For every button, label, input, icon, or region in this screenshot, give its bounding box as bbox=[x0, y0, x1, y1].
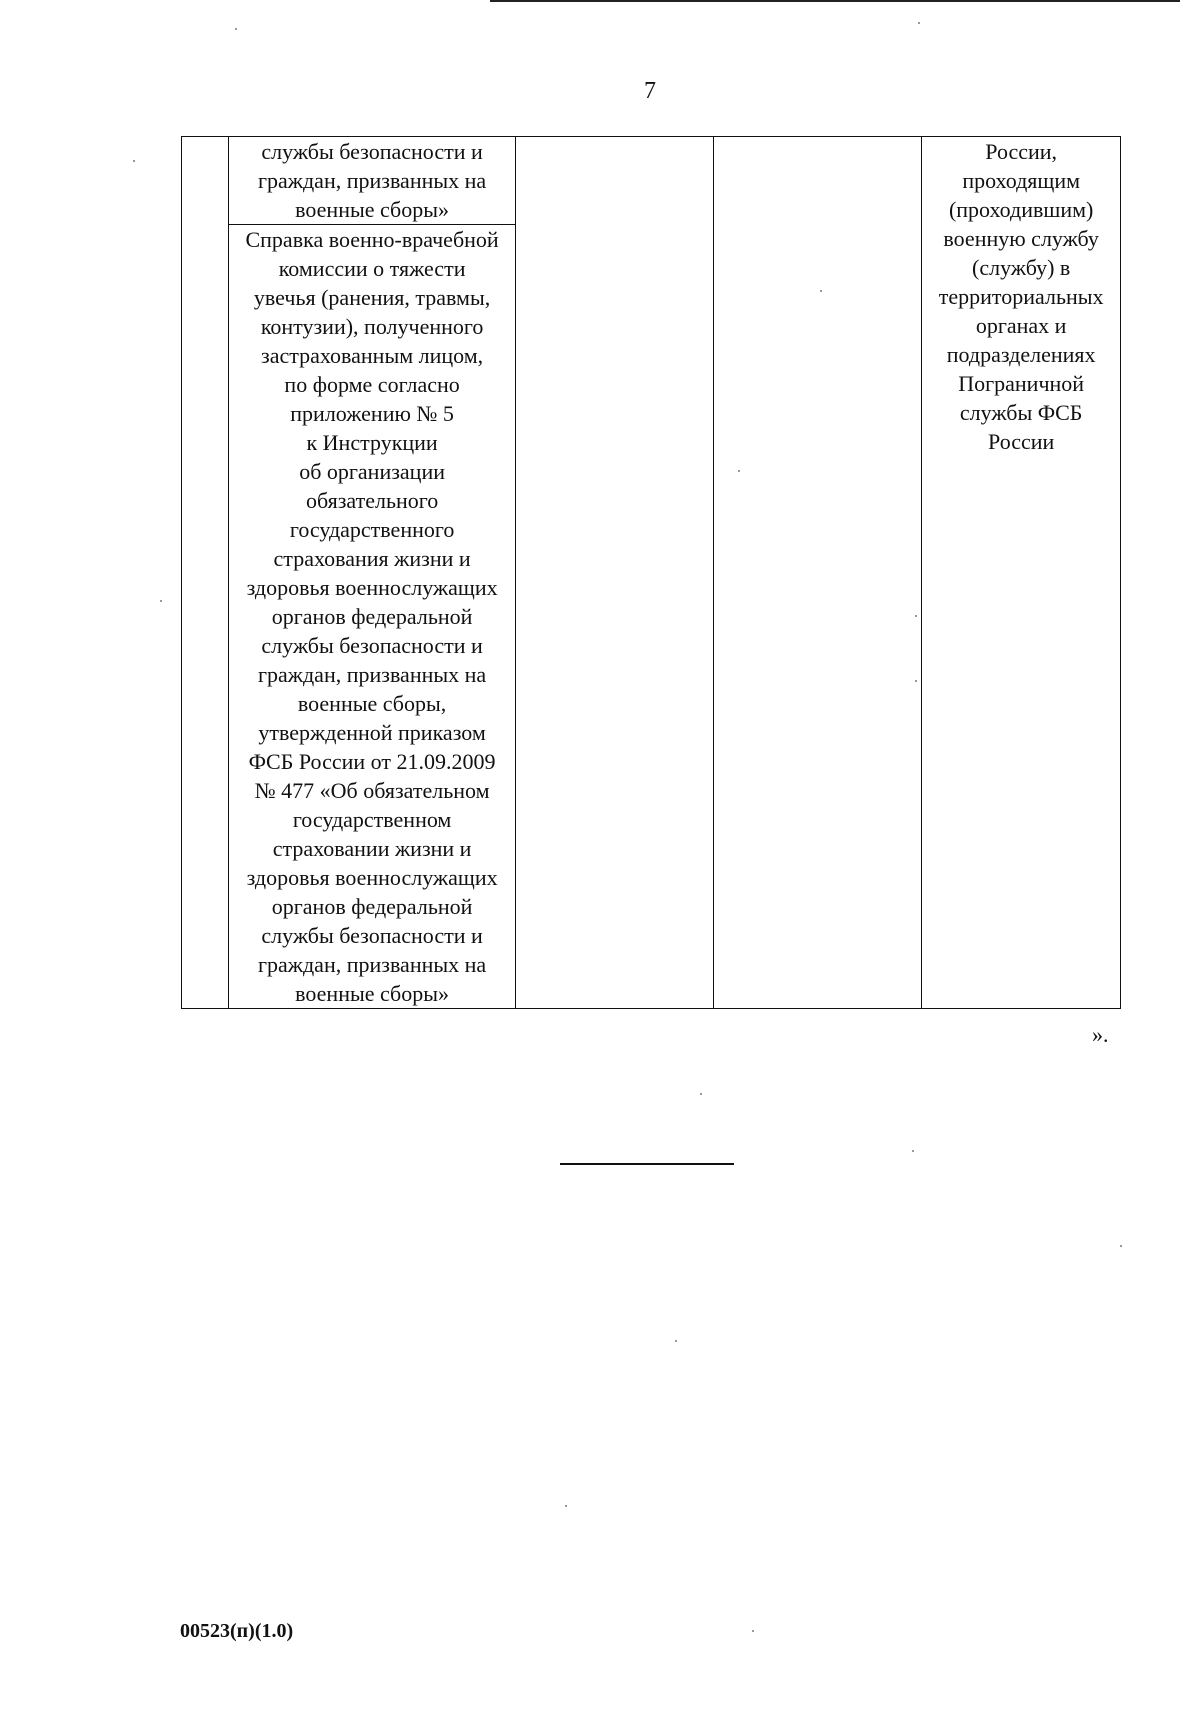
empty-cell bbox=[516, 137, 714, 1009]
document-cell bbox=[229, 225, 516, 1009]
separator-line bbox=[560, 1163, 734, 1165]
scan-speck bbox=[675, 1340, 677, 1342]
top-scan-line bbox=[490, 0, 1180, 2]
number-cell bbox=[182, 137, 229, 1009]
document-text-certificate: Справка военно-врачебной комиссии о тяжести увечья (ранения, травмы, контузии), полученного застрахованным лицом, по форме согласно приложению № 5 к Инструкции об организации обязательного государственного страхования жизни и здоровья военнослужащих органов федеральной службы безопасности и граждан, призванных на военные сборы, утвержденной приказом ФСБ России от 21.09.2009 № 477 «Об обязательном государственном страховании жизни и здоровья военнослужащих органов федеральной службы безопасности и граждан, призванных на военные сборы» bbox=[245, 227, 499, 1006]
documents-table bbox=[181, 136, 1121, 1009]
scan-speck bbox=[915, 615, 917, 617]
document-code: 00523(п)(1.0) bbox=[180, 1620, 294, 1642]
scan-speck bbox=[1120, 1245, 1122, 1247]
recipient-cell bbox=[922, 137, 1121, 1009]
scan-speck bbox=[160, 600, 162, 602]
scan-speck bbox=[820, 290, 822, 292]
scan-speck bbox=[738, 470, 740, 472]
table-row bbox=[182, 137, 1121, 225]
scan-speck bbox=[235, 28, 237, 30]
scan-speck bbox=[915, 680, 917, 682]
scan-speck bbox=[700, 1093, 702, 1095]
empty-cell bbox=[713, 137, 922, 1009]
scan-speck bbox=[752, 1630, 754, 1632]
closing-quote: ». bbox=[1092, 1022, 1109, 1047]
scan-speck bbox=[565, 1505, 567, 1507]
recipient-text: России, проходящим (проходившим) военную службу (службу) в территориальных органах и подразделениях Пограничной службы ФСБ России bbox=[938, 139, 1104, 454]
scan-speck bbox=[918, 22, 920, 24]
scan-speck bbox=[912, 1150, 914, 1152]
scan-speck bbox=[133, 160, 135, 162]
document-cell bbox=[229, 137, 516, 225]
document-text-continuation: службы безопасности и граждан, призванных на военные сборы» bbox=[258, 139, 487, 222]
page-number: 7 bbox=[644, 78, 656, 104]
